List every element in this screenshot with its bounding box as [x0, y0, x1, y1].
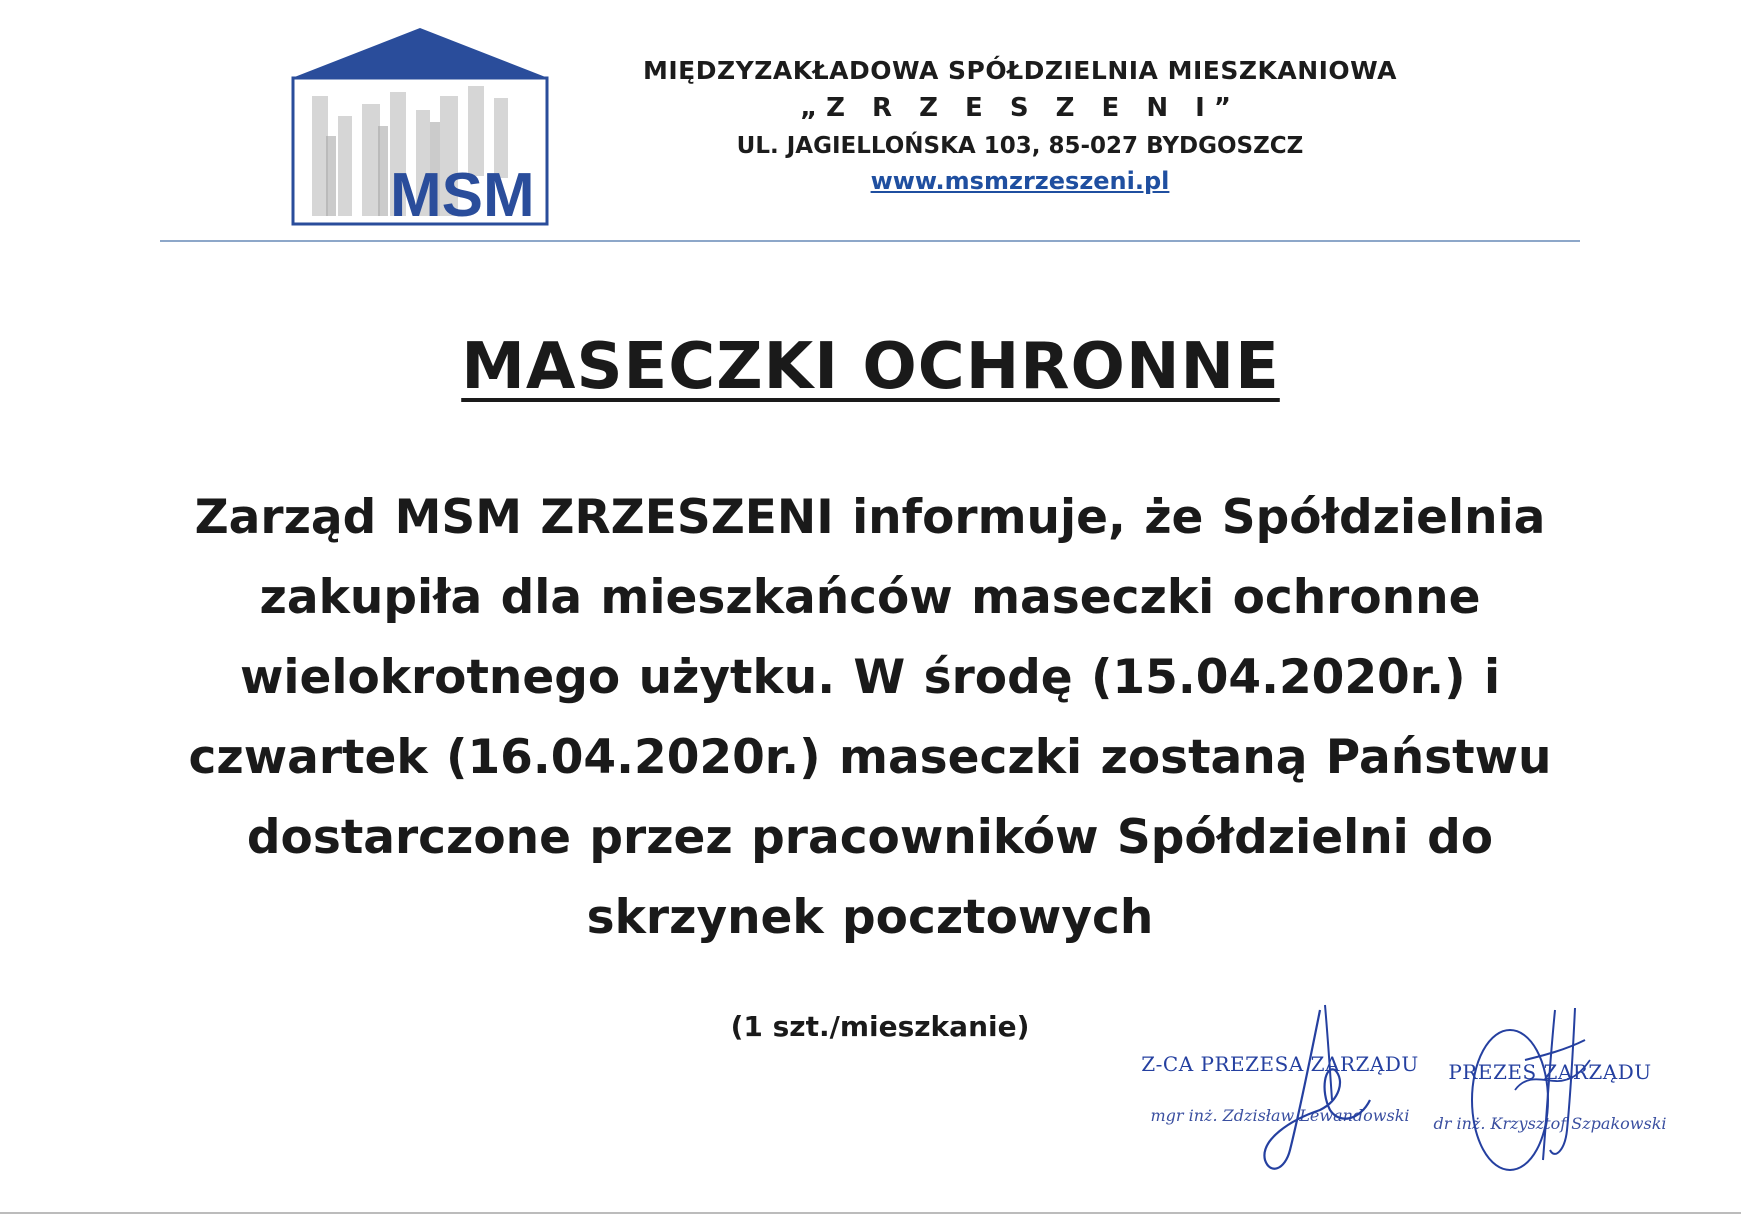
signature-role: PREZES ZARZĄDU: [1448, 1060, 1652, 1084]
signature-block-vice-president: [1140, 1052, 1420, 1125]
signature-role: Z-CA PREZESA ZARZĄDU: [1141, 1052, 1419, 1076]
logo-house-icon: [290, 26, 550, 226]
signature-person: dr inż. Krzysztof Szpakowski: [1433, 1114, 1667, 1133]
signature-block-president: [1430, 1060, 1670, 1133]
signature-person: mgr inż. Zdzisław Lewandowski: [1150, 1106, 1410, 1125]
body-line: Zarząd MSM ZRZESZENI informuje, że Spółdzielnia: [194, 490, 1546, 545]
body-line: zakupiła dla mieszkańców maseczki ochronne: [259, 570, 1481, 625]
header-divider: [160, 240, 1580, 242]
notice-title-text: MASECZKI OCHRONNE: [461, 330, 1280, 404]
quantity-note: (1 szt./mieszkanie): [730, 1010, 1030, 1043]
org-short-name: „Z R Z E S Z E N I”: [800, 93, 1240, 123]
org-name: MIĘDZYZAKŁADOWA SPÓŁDZIELNIA MIESZKANIOWA: [643, 56, 1397, 85]
org-address: UL. JAGIELLOŃSKA 103, 85-027 BYDGOSZCZ: [736, 133, 1304, 159]
website-link[interactable]: www.msmzrzeszeni.pl: [870, 167, 1170, 195]
notice-body: [150, 478, 1590, 958]
notice-title: [0, 330, 1741, 404]
bottom-scan-line: [0, 1212, 1741, 1214]
body-line: wielokrotnego użytku. W środę (15.04.2020r.) i: [239, 650, 1501, 705]
body-line: czwartek (16.04.2020r.) maseczki zostaną Państwu: [188, 730, 1552, 785]
body-line: dostarczone przez pracowników Spółdzielni do: [246, 810, 1494, 865]
cooperative-logo: [290, 26, 550, 226]
logo-text: MSM: [390, 161, 535, 226]
organization-header: [610, 56, 1430, 195]
body-line: skrzynek pocztowych: [586, 890, 1154, 945]
